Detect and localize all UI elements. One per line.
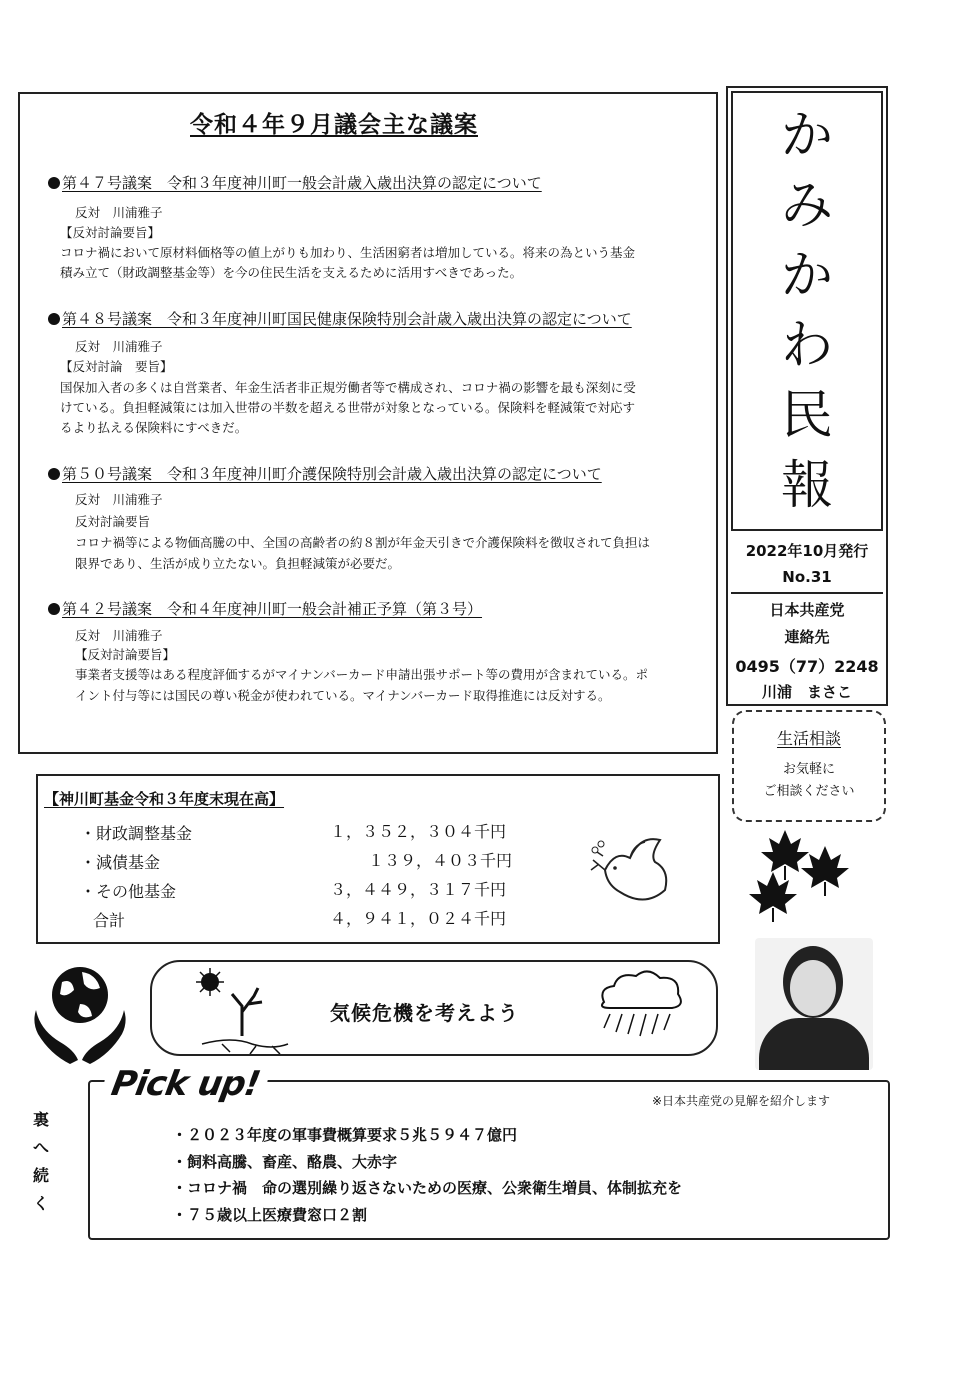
pickup-note: ※日本共産党の見解を紹介します (652, 1094, 831, 1108)
masthead-title-box (731, 91, 883, 531)
contact-person: 川浦 まさこ (761, 683, 852, 701)
portrait-face (790, 960, 836, 1016)
party-name: 日本共産党 (769, 601, 845, 619)
fund-row-amount: ３，４４９，３１７千円 (330, 880, 507, 899)
continued-char: へ (32, 1138, 49, 1157)
fund-row-name: 合計 (93, 911, 126, 930)
continued-char: く (32, 1194, 49, 1213)
bill-47-line-1: コロナ禍において原材料価格等の値上がりも加わり、生活困窮者は増加している。将来の為という基金 (60, 245, 636, 260)
pickup-logo: Pick up! (100, 1064, 270, 1104)
bullet-icon (48, 177, 60, 189)
pickup-item: ・飼料高騰、畜産、酪農、大赤字 (172, 1153, 398, 1171)
masthead-divider (731, 592, 883, 594)
globe-hands-icon (30, 960, 130, 1065)
bill-47-label: 【反対討論要旨】 (60, 225, 161, 240)
bill-48-line-2: けている。負担軽減策には加入世帯の半数を超える世帯が対象となっている。保険料を軽減策で対応す (60, 400, 636, 415)
bullet-icon (48, 603, 60, 615)
pickup-item: ・７５歳以上医療費窓口２割 (172, 1206, 368, 1224)
pickup-item: ・コロナ禍 命の選別繰り返さないための医療、公衆衛生増員、体制拡充を (172, 1179, 683, 1197)
fund-title: 【神川町基金令和３年度末現在高】 (44, 790, 285, 808)
bill-50-vote: 反対 川浦雅子 (75, 492, 163, 507)
issue-date: 2022年10月発行 (745, 542, 869, 560)
phone-number: 0495（77）2248 (735, 657, 879, 676)
dead-tree-icon (192, 966, 292, 1054)
bill-50-line-2: 限界であり、生活が成り立たない。負担軽減策が必要だ。 (75, 556, 401, 571)
consult-box (732, 710, 886, 822)
bill-42-label: 【反対討論要旨】 (75, 647, 176, 662)
consult-line-1: お気軽に (782, 762, 835, 777)
bill-48-vote: 反対 川浦雅子 (75, 339, 163, 354)
bill-47-title (48, 172, 542, 193)
fund-row-amount: ４，９４１，０２４千円 (330, 909, 507, 928)
pickup-item: ・２０２３年度の軍事費概算要求５兆５９４７億円 (172, 1126, 518, 1144)
fund-row-name: ・減債基金 (80, 853, 161, 872)
bill-42-line-1: 事業者支援等はある程度評価するがマイナンバーカード申請出張サポート等の費用が含まれている。ポ (75, 667, 649, 682)
bill-42-vote: 反対 川浦雅子 (75, 628, 163, 643)
bill-48-line-1: 国保加入者の多くは自営業者、年金生活者非正規労働者等で構成され、コロナ禍の影響を最も深刻に受 (60, 380, 636, 395)
fund-row-name: ・その他基金 (80, 882, 177, 901)
consult-line-2: ご相談ください (763, 784, 855, 799)
bill-48-title (48, 308, 632, 329)
masthead-char: み (780, 176, 833, 236)
consult-title: 生活相談 (776, 729, 841, 748)
continued-note (30, 1106, 52, 1218)
rain-cloud-icon (590, 966, 690, 1046)
bill-50-title (48, 463, 602, 484)
bullet-icon (48, 468, 60, 480)
masthead-char: か (780, 246, 833, 306)
continued-char: 続 (32, 1166, 49, 1185)
dove-icon (585, 830, 680, 910)
masthead-char: わ (780, 316, 833, 376)
bill-48-label: 【反対討論 要旨】 (60, 359, 173, 374)
fund-row-amount: １，３５２，３０４千円 (330, 822, 507, 841)
fund-row-amount: １３９，４０３千円 (368, 851, 513, 870)
bill-title-text: 第５０号議案 令和３年度神川町介護保険特別会計歳入歳出決算の認定について (62, 465, 602, 483)
masthead-char: か (780, 106, 833, 166)
bill-48-line-3: るより払える保険料にすべきだ。 (60, 420, 248, 435)
bills-title: 令和４年９月議会主な議案 (190, 112, 478, 138)
bill-42-title (48, 598, 482, 619)
masthead-title (733, 101, 881, 521)
issue-number: No.31 (782, 568, 832, 586)
bullet-icon (48, 313, 60, 325)
portrait-photo (755, 938, 873, 1070)
bill-47-vote: 反対 川浦雅子 (75, 205, 163, 220)
climate-text: 気候危機を考えよう (330, 1001, 519, 1025)
bill-title-text: 第４７号議案 令和３年度神川町一般会計歳入歳出決算の認定について (62, 174, 542, 192)
fund-row-name: ・財政調整基金 (80, 824, 193, 843)
contact-label: 連絡先 (784, 628, 830, 646)
bill-47-line-2: 積み立て（財政調整基金等）を今の住民生活を支えるために活用すべきであった。 (60, 265, 523, 280)
masthead-char: 民 (780, 386, 833, 446)
bill-title-text: 第４８号議案 令和３年度神川町国民健康保険特別会計歳入歳出決算の認定について (62, 310, 632, 328)
masthead-char: 報 (780, 456, 833, 516)
bill-42-line-2: イント付与等には国民の尊い税金が使われている。マイナンバーカード取得推進には反対する。 (75, 688, 611, 703)
portrait-body (759, 1018, 869, 1070)
maple-leaves-icon (745, 828, 860, 928)
bill-50-line-1: コロナ禍等による物価高騰の中、全国の高齢者の約８割が年金天引きで介護保険料を徴収されて負担は (75, 535, 651, 550)
bill-50-label: 反対討論要旨 (75, 514, 151, 529)
bill-title-text: 第４２号議案 令和４年度神川町一般会計補正予算（第３号） (62, 600, 483, 618)
continued-char: 裏 (32, 1110, 49, 1129)
